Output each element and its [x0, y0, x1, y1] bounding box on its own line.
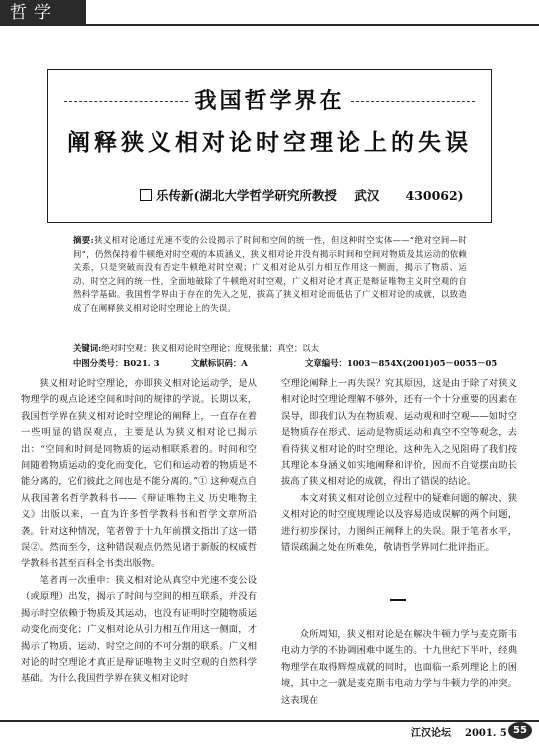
abstract: [73, 234, 467, 316]
paragraph: 笔者再一次重申：狭义相对论从真空中光速不变公设（或原理）出发，揭示了时间与空间的相互联系，并没有揭示时空依赖于物质及其运动，也没有证明时空随物质运动变化而变化；广义相对论从引力相互作用这一侧面，才揭示了物质、运动、时空之间的不可分割的联系。广义相对论的时空理论才真正是辩证唯物主义时空观的自然科学基础。为什么我国哲学界在狭义相对论时: [21, 574, 257, 685]
footer: [411, 724, 507, 739]
body-column-left: [21, 376, 257, 688]
abstract-label: 摘要:: [73, 235, 94, 245]
abstract-text: 狭义相对论通过光速不变的公设揭示了时间和空间的统一性，但这种时空实体——“绝对空间—时间”，仍然保持着牛顿绝对时空观的本质涵义，狭义相对论并没有揭示时间和空间对物质及其运动的依赖关系，只是突破而没有否定牛顿绝对时空观；广义相对论从引力相互作用这一侧面，揭示了物质、运动、时空之间的统一性，全面地破除了牛顿绝对时空观，广义相对论才真正是辩证唯物主义时空观的自然科学基础。我国哲学界由于存在的先入之见，拔高了狭义相对论而低估了广义相对论的成就，以致造成了在阐释狭义相对论时空理论上的失误。: [73, 235, 467, 313]
author-line: [140, 186, 464, 204]
author-name: 乐传新: [156, 188, 194, 203]
section-tag: [0, 0, 86, 26]
journal-name: 江汉论坛: [411, 728, 451, 739]
keywords-label: 关键词:: [73, 343, 102, 353]
body-column-right: [281, 376, 517, 556]
issue-number: 2001. 5: [465, 728, 507, 739]
page-number: 55: [508, 722, 532, 739]
paragraph: 狭义相对论时空理论，亦即狭义相对论运动学，是从物理学的观点论述空间和时间的规律的学说。长期以来，我国哲学界在狭义相对论时空理论的阐释上，一直存在着一些明显的错误观点，主要是认为狭义相对论已揭示出：“空间和时间是同物质的运动相联系着的。时间和空间随着物质运动的变化而变化，它们和运动着的物质是不能分离的，它们彼此之间也是不能分离的。”① 这种观点自从我国著名哲学教科书——《辩证唯物主义 历史唯物主义》出版以来，一直为许多哲学教科书和哲学文章所沿袭。针对这种情况，笔者曾于十九年前撰文指出了这一错误②。然而至今，这种错误观点仍然见诸于新版的权威哲学教科书甚至百科全书类出版物。: [21, 378, 257, 570]
author-city: 武汉: [354, 188, 380, 203]
article-number: 文章编号：1003－854X(2001)05－0055－05: [305, 358, 498, 368]
keywords-text: 绝对时空观；狭义相对论时空理论；度规张量；真空；以太: [101, 343, 319, 353]
section-label: 哲学: [10, 3, 58, 23]
doc-code: 文献标识码：A: [191, 358, 248, 368]
title-line-2: 阐释狭义相对论时空理论上的失误: [67, 130, 472, 156]
author-postcode: 430062): [405, 188, 464, 203]
paragraph: 空理论阐释上一再失误？究其原因，这是由于除了对狭义相对论时空理论理解不够外，还有一个十分重要的因素在误导，即我们认为在物质观、运动观和时空观——如时空是物质存在形式、运动是物质运动和真空不空等观念，去看待狭义相对论的时空理论，这种先入之见阻碍了我们按其理论本身涵义如实地阐释和评价，因而不自觉摆亩助长拔高了狭义相对论的成就，得出了错误的结论。: [281, 378, 517, 488]
title-box: [47, 69, 492, 223]
author-affiliation: (湖北大学哲学研究所教授: [193, 188, 337, 203]
author-box-icon: [140, 189, 152, 201]
paragraph: 本文对狭义相对论创立过程中的疑难问题的解决、狭义相对论的时空度规理论以及容易造成误解的两个问题，进行初步探讨，力图纠正阐释上的失误。限于笔者水平，错误疏漏之处在所难免，敬请哲学界同仁批评指正。: [281, 492, 517, 554]
body-column-right-section: [281, 627, 517, 709]
keywords: [73, 342, 467, 355]
paragraph: 众所周知，狭义相对论是在解决牛顿力学与麦克斯韦电动力学的不协调困难中诞生的。十九世纪下半叶，经典物理学在取得辉煌成就的同时，也面临一系列理论上的困境，其中之一就是麦克斯韦电动力学与牛顿力学的冲突。这表现在: [281, 629, 517, 706]
header-rule: [86, 24, 539, 26]
footer-rule: [0, 720, 539, 722]
clc-number: 中图分类号：B021. 3: [73, 358, 160, 368]
title-line-1: 我国哲学界在: [194, 89, 345, 114]
section-divider-mark: [390, 599, 406, 601]
